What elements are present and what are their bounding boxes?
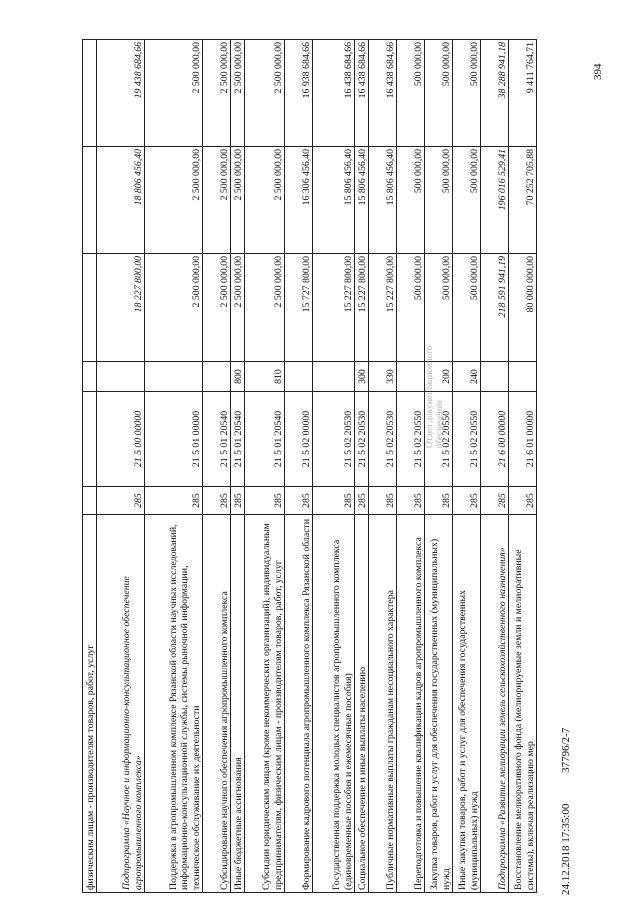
watermark-line: обеспечения xyxy=(434,399,445,448)
row-target-article: 21 5 02 20530 xyxy=(355,392,369,487)
row-amount-2020: 2 500 000,00 xyxy=(231,147,245,254)
row-amount-2021: 16 438 684,66 xyxy=(313,40,355,147)
row-amount-2019: 15 227 800,00 xyxy=(369,254,397,362)
row-name: Формирование кадрового потенциала агропромышленного комплекса Рязанской области xyxy=(285,515,313,893)
row-code: 285 xyxy=(203,487,231,515)
row-expense-type xyxy=(313,362,355,392)
footer-code: 37796/2-7 xyxy=(560,727,572,773)
row-code: 285 xyxy=(245,487,285,515)
row-expense-type xyxy=(83,362,97,392)
row-target-article: 21 5 02 20530 xyxy=(313,392,355,487)
row-amount-2020 xyxy=(83,147,97,254)
row-amount-2019: 15 227 800,00 xyxy=(355,254,369,362)
row-amount-2020: 500 000,00 xyxy=(425,147,453,254)
row-code: 285 xyxy=(369,487,397,515)
row-name: Подпрограмма «Развитие мелиорации земель сельскохозяйственного назначения» xyxy=(481,515,509,893)
table-row xyxy=(285,40,313,893)
row-code: 285 xyxy=(231,487,245,515)
row-expense-type: 330 xyxy=(369,362,397,392)
row-amount-2020: 500 000,00 xyxy=(453,147,481,254)
row-amount-2021: 9 411 764,71 xyxy=(509,40,537,147)
row-amount-2021: 16 438 684,66 xyxy=(355,40,369,147)
row-code: 285 xyxy=(285,487,313,515)
row-target-article: 21 6 00 00000 xyxy=(481,392,509,487)
table-row xyxy=(481,40,509,893)
row-amount-2019: 2 500 000,00 xyxy=(245,254,285,362)
row-name: Публичные нормативные выплаты гражданам несоциального характера xyxy=(369,515,397,893)
row-code: 285 xyxy=(453,487,481,515)
row-amount-2019: 15 727 800,00 xyxy=(285,254,313,362)
row-code: 285 xyxy=(313,487,355,515)
row-expense-type xyxy=(481,362,509,392)
row-name: Восстановление мелиоративного фонда (мелиорируемые земли и мелиоративные системы), включая реализацию мер xyxy=(509,515,537,893)
page-number: 394 xyxy=(592,63,604,80)
row-amount-2019: 18 227 800,00 xyxy=(97,254,145,362)
row-amount-2020: 70 252 705,88 xyxy=(509,147,537,254)
table-row xyxy=(231,40,245,893)
row-target-article: 21 5 02 20550 xyxy=(453,392,481,487)
row-amount-2020: 2 500 000,00 xyxy=(245,147,285,254)
row-target-article: 21 5 00 00000 xyxy=(97,392,145,487)
row-amount-2019: 2 500 000,00 xyxy=(231,254,245,362)
row-amount-2019: 80 000 000,00 xyxy=(509,254,537,362)
row-amount-2021: 2 500 000,00 xyxy=(203,40,231,147)
row-code: 285 xyxy=(145,487,203,515)
row-target-article: 21 5 02 20530 xyxy=(369,392,397,487)
row-target-article: 21 5 01 00000 xyxy=(145,392,203,487)
row-amount-2021 xyxy=(83,40,97,147)
budget-table-container xyxy=(82,40,557,893)
table-row xyxy=(425,40,453,893)
row-name: Социальное обеспечение и иные выплаты населению xyxy=(355,515,369,893)
row-expense-type: 200 xyxy=(425,362,453,392)
row-amount-2020: 15 806 456,40 xyxy=(313,147,355,254)
row-amount-2019: 500 000,00 xyxy=(425,254,453,362)
row-target-article: 21 5 01 20540 xyxy=(203,392,231,487)
row-name: Поддержка в агропромышленном комплексе Рязанской области научных исследований, информационно-консультационной службы, системы рыночной информации, техническое обслуживание их деятельности xyxy=(145,515,203,893)
row-amount-2020: 15 806 456,40 xyxy=(355,147,369,254)
row-amount-2020: 15 806 456,40 xyxy=(369,147,397,254)
row-amount-2020: 2 500 000,00 xyxy=(203,147,231,254)
row-target-article xyxy=(83,392,97,487)
row-target-article: 21 5 02 00000 xyxy=(285,392,313,487)
table-body xyxy=(83,40,537,893)
row-amount-2020: 18 806 456,40 xyxy=(97,147,145,254)
row-name: Подпрограмма «Научное и информационно-консультационное обеспечение агропромышленного комплекса» xyxy=(97,515,145,893)
row-amount-2021: 2 500 000,00 xyxy=(145,40,203,147)
row-target-article: 21 5 02 20550 xyxy=(397,392,425,487)
row-amount-2019: 15 227 800,00 xyxy=(313,254,355,362)
row-amount-2019: 500 000,00 xyxy=(453,254,481,362)
row-amount-2019: 218 591 941,19 xyxy=(481,254,509,362)
row-amount-2019: 2 500 000,00 xyxy=(145,254,203,362)
row-amount-2021: 2 500 000,00 xyxy=(231,40,245,147)
row-name: Иные бюджетные ассигнования xyxy=(231,515,245,893)
row-name: Переподготовка и повышение квалификации кадров агропромышленного комплекса xyxy=(397,515,425,893)
row-expense-type xyxy=(145,362,203,392)
row-expense-type xyxy=(203,362,231,392)
footer-datetime: 24.12.2018 17:35:00 xyxy=(560,803,572,895)
row-target-article: 21 5 01 20540 xyxy=(231,392,245,487)
table-row xyxy=(245,40,285,893)
row-code xyxy=(83,487,97,515)
table-row xyxy=(313,40,355,893)
table-row xyxy=(83,40,97,893)
watermark-line: Отдел документационного xyxy=(424,345,434,448)
row-expense-type xyxy=(285,362,313,392)
row-expense-type xyxy=(97,362,145,392)
row-code: 285 xyxy=(97,487,145,515)
row-amount-2021: 500 000,00 xyxy=(425,40,453,147)
row-code: 285 xyxy=(509,487,537,515)
row-name: Субсидии юридическим лицам (кроме некоммерческих организаций), индивидуальным предпринимателям, физическим лицам - производителям товаров, работ, услуг xyxy=(245,515,285,893)
row-amount-2021: 38 288 941,18 xyxy=(481,40,509,147)
row-code: 285 xyxy=(425,487,453,515)
row-amount-2021: 2 500 000,00 xyxy=(245,40,285,147)
table-row xyxy=(355,40,369,893)
row-amount-2021: 500 000,00 xyxy=(453,40,481,147)
row-target-article: 21 5 01 20540 xyxy=(245,392,285,487)
table-row xyxy=(203,40,231,893)
row-amount-2019 xyxy=(83,254,97,362)
row-expense-type xyxy=(509,362,537,392)
row-expense-type: 240 xyxy=(453,362,481,392)
row-name: физическим лицам - производителям товаров, работ, услуг xyxy=(83,515,97,893)
row-amount-2020: 2 500 000,00 xyxy=(145,147,203,254)
row-target-article: 21 5 02 20550 xyxy=(425,392,453,487)
row-name: Иные закупки товаров, работ и услуг для обеспечения государственных (муниципальных) нужд xyxy=(453,515,481,893)
row-amount-2021: 16 938 684,66 xyxy=(285,40,313,147)
row-amount-2021: 19 438 684,66 xyxy=(97,40,145,147)
row-code: 285 xyxy=(481,487,509,515)
row-amount-2021: 500 000,00 xyxy=(397,40,425,147)
row-expense-type: 800 xyxy=(231,362,245,392)
row-expense-type xyxy=(397,362,425,392)
row-target-article: 21 6 01 00000 xyxy=(509,392,537,487)
row-name: Субсидирование научного обеспечения агропромышленного комплекса xyxy=(203,515,231,893)
table-row xyxy=(97,40,145,893)
row-amount-2020: 196 016 529,41 xyxy=(481,147,509,254)
row-amount-2021: 16 438 684,66 xyxy=(369,40,397,147)
budget-table xyxy=(82,39,537,893)
row-amount-2020: 16 306 456,40 xyxy=(285,147,313,254)
row-amount-2019: 2 500 000,00 xyxy=(203,254,231,362)
row-amount-2020: 500 000,00 xyxy=(397,147,425,254)
row-name: Закупка товаров, работ и услуг для обеспечения государственных (муниципальных) нужд xyxy=(425,515,453,893)
row-amount-2019: 500 000,00 xyxy=(397,254,425,362)
table-row xyxy=(453,40,481,893)
table-row xyxy=(369,40,397,893)
table-row xyxy=(397,40,425,893)
page-footer xyxy=(560,700,572,895)
row-expense-type: 300 xyxy=(355,362,369,392)
row-code: 285 xyxy=(355,487,369,515)
row-expense-type: 810 xyxy=(245,362,285,392)
row-code: 285 xyxy=(397,487,425,515)
row-name: Государственная поддержка молодых специалистов агропромышленного комплекса (единовременные пособия и ежемесячные пособия) xyxy=(313,515,355,893)
table-row xyxy=(509,40,537,893)
table-row xyxy=(145,40,203,893)
